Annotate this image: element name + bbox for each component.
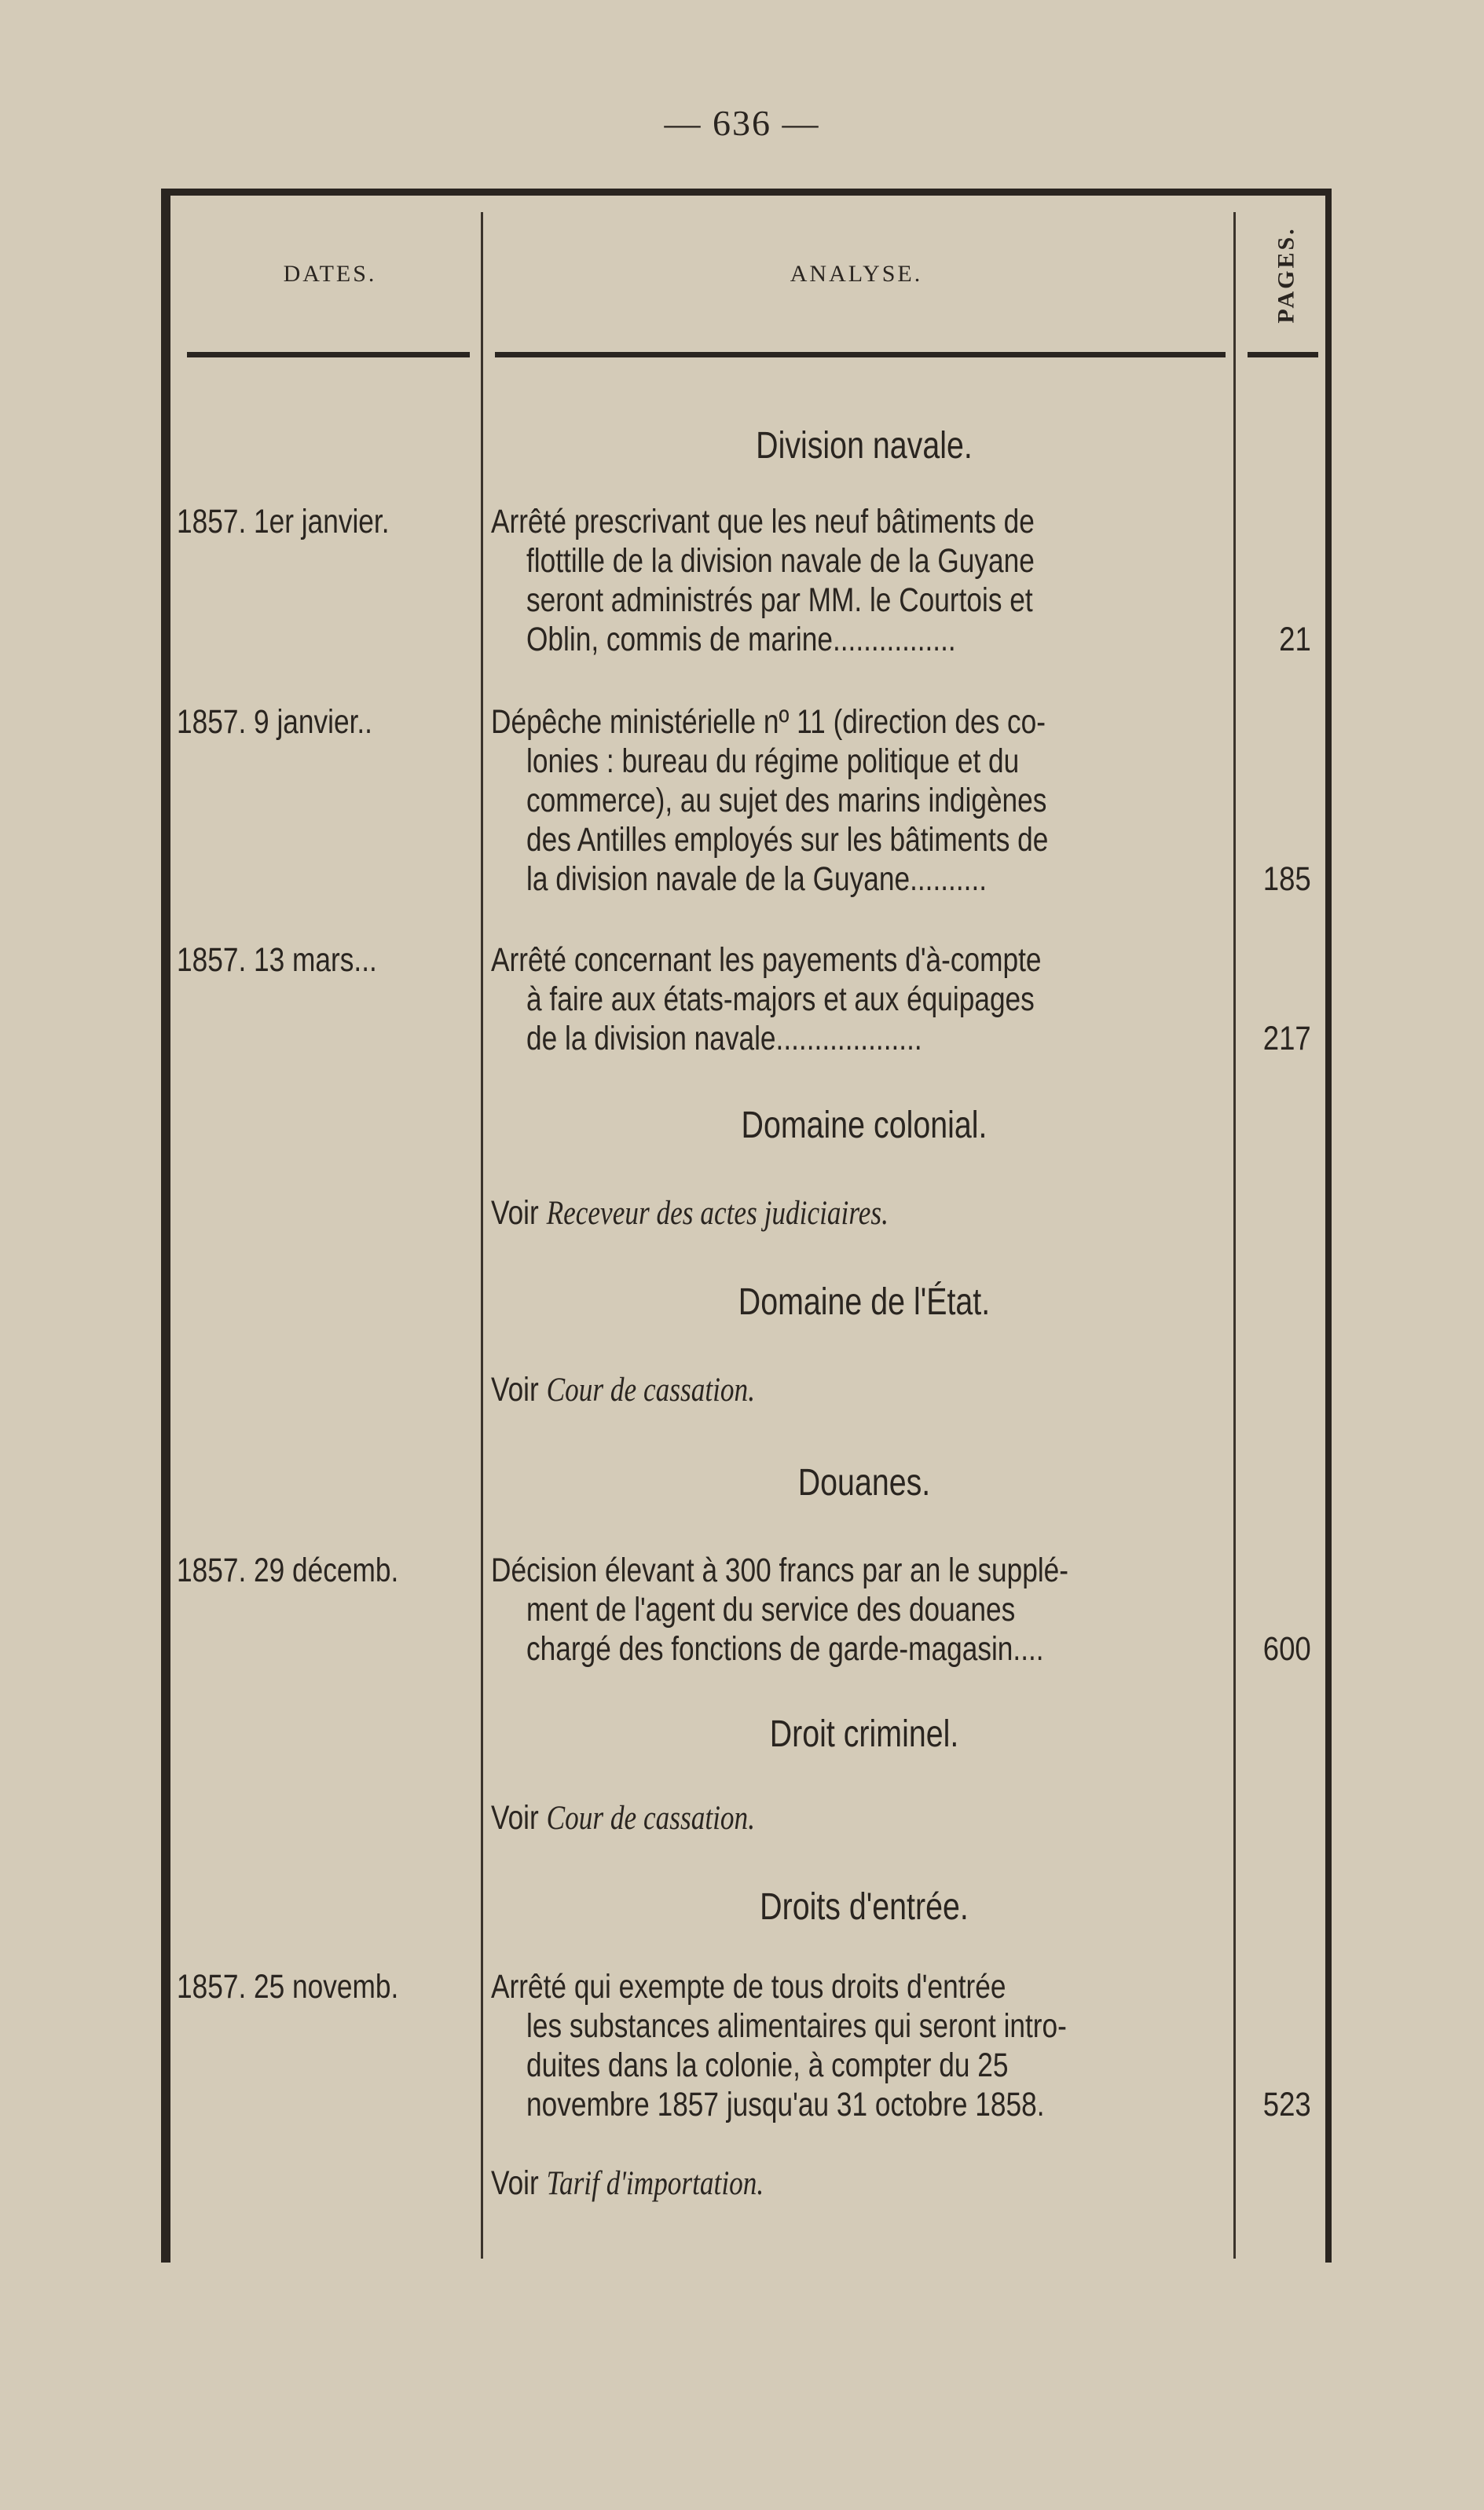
entry-line: chargé des fonctions de garde-magasin....: [526, 1630, 1044, 1668]
see-also-reference: Voir Receveur des actes judiciaires.: [491, 1194, 889, 1232]
column-divider-dates: [481, 212, 483, 2259]
header-dates: DATES.: [283, 261, 377, 287]
entry-line: flottille de la division navale de la Guyane: [526, 542, 1035, 580]
section-title: Domaine de l'État.: [738, 1281, 991, 1323]
entry-line: novembre 1857 jusqu'au 31 octobre 1858.: [526, 2086, 1045, 2123]
entry-date: 1857. 9 janvier..: [177, 703, 372, 741]
entry-line: commerce), au sujet des marins indigènes: [526, 782, 1047, 819]
entry-line: la division navale de la Guyane..........: [526, 860, 988, 898]
header-analyse: ANALYSE.: [790, 261, 923, 287]
section-title: Douanes.: [797, 1462, 931, 1504]
header-rule-analyse: [495, 352, 1226, 357]
entry-line: les substances alimentaires qui seront intro-: [526, 2007, 1067, 2045]
see-also-reference: Voir Cour de cassation.: [491, 1371, 756, 1409]
page-reference: 523: [1263, 2086, 1311, 2123]
entry-date: 1857. 25 novemb.: [177, 1968, 399, 2006]
entry-line: Décision élevant à 300 francs par an le supplé-: [491, 1552, 1069, 1589]
entry-date: 1857. 1er janvier.: [177, 503, 390, 540]
page-number: — 636 —: [664, 103, 820, 143]
entry-line: ment de l'agent du service des douanes: [526, 1591, 1016, 1629]
entry-line: de la division navale...................: [526, 1020, 922, 1057]
header-pages: PAGES.: [1273, 226, 1300, 324]
entry-line: Arrêté qui exempte de tous droits d'entrée: [491, 1968, 1006, 2006]
entry-date: 1857. 29 décemb.: [177, 1552, 399, 1589]
entry-line: seront administrés par MM. le Courtois et: [526, 581, 1033, 619]
entry-line: lonies : bureau du régime politique et du: [526, 742, 1020, 780]
see-also-reference: Voir Cour de cassation.: [491, 1799, 756, 1837]
entry-line: Dépêche ministérielle nº 11 (direction des co-: [491, 703, 1046, 741]
entry-line: à faire aux états-majors et aux équipages: [526, 980, 1035, 1018]
section-title: Division navale.: [756, 425, 973, 467]
entry-line: Oblin, commis de marine................: [526, 621, 956, 658]
entry-line: Arrêté concernant les payements d'à-compte: [491, 941, 1042, 979]
section-title: Droits d'entrée.: [760, 1886, 969, 1928]
page-reference: 600: [1263, 1630, 1311, 1668]
see-also-reference: Voir Tarif d'importation.: [491, 2164, 764, 2202]
entry-line: des Antilles employés sur les bâtiments de: [526, 821, 1049, 859]
header-rule-dates: [187, 352, 470, 357]
page-reference: 185: [1263, 860, 1311, 898]
entry-line: duites dans la colonie, à compter du 25: [526, 2046, 1009, 2084]
section-title: Domaine colonial.: [741, 1105, 988, 1146]
page-reference: 21: [1279, 621, 1311, 658]
column-divider-pages: [1233, 212, 1236, 2259]
section-title: Droit criminel.: [769, 1713, 959, 1755]
entry-date: 1857. 13 mars...: [177, 941, 377, 979]
header-rule-pages: [1248, 352, 1318, 357]
entry-line: Arrêté prescrivant que les neuf bâtiments de: [491, 503, 1035, 540]
page-reference: 217: [1263, 1020, 1311, 1057]
